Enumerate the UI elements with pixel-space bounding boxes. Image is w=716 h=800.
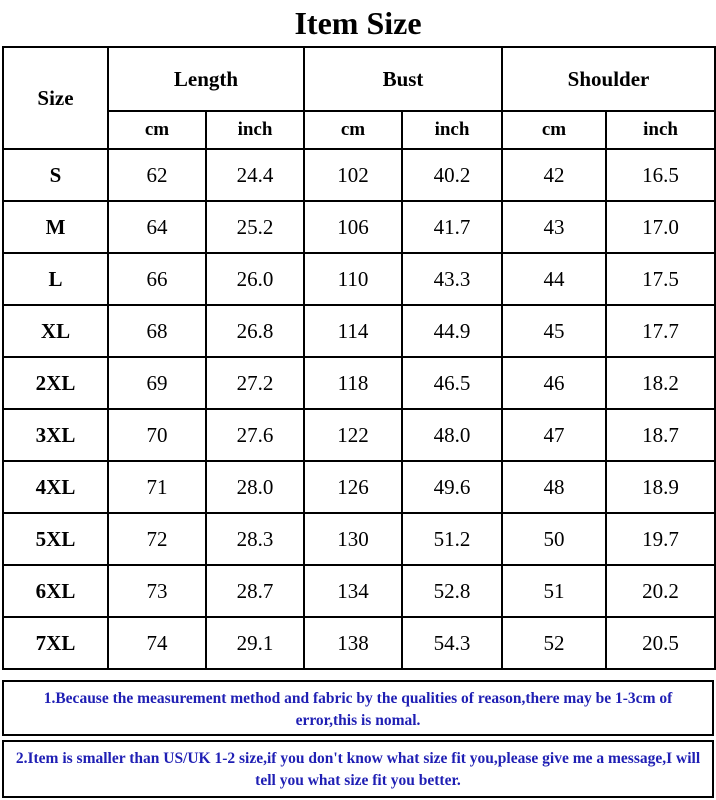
sizing-note: 2.Item is smaller than US/UK 1-2 size,if you don't know what size fit you,please give me a message,I will tell you what size fit you better.	[2, 740, 714, 798]
length-inch-cell: 28.3	[206, 513, 304, 565]
bust-cm-cell: 138	[304, 617, 402, 669]
shoulder-cm-cell: 50	[502, 513, 606, 565]
shoulder-inch-cell: 16.5	[606, 149, 715, 201]
bust-cm-cell: 110	[304, 253, 402, 305]
bust-cm-cell: 134	[304, 565, 402, 617]
table-row	[3, 149, 715, 201]
shoulder-inch-cell: 18.7	[606, 409, 715, 461]
bust-cm-cell: 102	[304, 149, 402, 201]
bust-cm-cell: 130	[304, 513, 402, 565]
table-row	[3, 305, 715, 357]
shoulder-cm-cell: 48	[502, 461, 606, 513]
bust-header: Bust	[304, 47, 502, 111]
bust-cm-cell: 122	[304, 409, 402, 461]
size-cell: S	[3, 149, 108, 201]
shoulder-inch-cell: 20.2	[606, 565, 715, 617]
bust-inch-cell: 43.3	[402, 253, 502, 305]
length-inch-cell: 28.7	[206, 565, 304, 617]
bust-inch-cell: 40.2	[402, 149, 502, 201]
header-unit-row	[3, 111, 715, 149]
shoulder-header: Shoulder	[502, 47, 715, 111]
length-cm-cell: 68	[108, 305, 206, 357]
shoulder-cm-cell: 45	[502, 305, 606, 357]
bust-cm-cell: 114	[304, 305, 402, 357]
bust-inch-cell: 46.5	[402, 357, 502, 409]
bust-inch-cell: 41.7	[402, 201, 502, 253]
table-row	[3, 617, 715, 669]
length-inch-cell: 25.2	[206, 201, 304, 253]
table-row	[3, 409, 715, 461]
size-cell: 4XL	[3, 461, 108, 513]
size-table	[2, 46, 716, 670]
table-row	[3, 253, 715, 305]
length-inch-cell: 29.1	[206, 617, 304, 669]
size-cell: 7XL	[3, 617, 108, 669]
bust-cm-cell: 118	[304, 357, 402, 409]
length-cm-cell: 72	[108, 513, 206, 565]
length-inch-cell: 24.4	[206, 149, 304, 201]
shoulder-cm-cell: 44	[502, 253, 606, 305]
unit-header: cm	[108, 111, 206, 149]
shoulder-cm-cell: 51	[502, 565, 606, 617]
length-cm-cell: 62	[108, 149, 206, 201]
unit-header: inch	[206, 111, 304, 149]
table-row	[3, 461, 715, 513]
length-header: Length	[108, 47, 304, 111]
shoulder-inch-cell: 17.0	[606, 201, 715, 253]
shoulder-inch-cell: 17.7	[606, 305, 715, 357]
bust-inch-cell: 51.2	[402, 513, 502, 565]
table-row	[3, 201, 715, 253]
bust-cm-cell: 126	[304, 461, 402, 513]
bust-inch-cell: 49.6	[402, 461, 502, 513]
page-title: Item Size	[294, 5, 422, 41]
bust-inch-cell: 54.3	[402, 617, 502, 669]
length-cm-cell: 74	[108, 617, 206, 669]
length-cm-cell: 73	[108, 565, 206, 617]
shoulder-inch-cell: 17.5	[606, 253, 715, 305]
shoulder-inch-cell: 20.5	[606, 617, 715, 669]
size-cell: L	[3, 253, 108, 305]
size-cell: M	[3, 201, 108, 253]
header-group-row	[3, 47, 715, 111]
table-row	[3, 565, 715, 617]
shoulder-inch-cell: 19.7	[606, 513, 715, 565]
size-cell: 6XL	[3, 565, 108, 617]
length-inch-cell: 26.8	[206, 305, 304, 357]
size-header: Size	[3, 47, 108, 149]
unit-header: inch	[606, 111, 715, 149]
bust-inch-cell: 44.9	[402, 305, 502, 357]
unit-header: cm	[502, 111, 606, 149]
size-cell: 5XL	[3, 513, 108, 565]
length-cm-cell: 71	[108, 461, 206, 513]
size-cell: XL	[3, 305, 108, 357]
shoulder-cm-cell: 52	[502, 617, 606, 669]
measurement-note: 1.Because the measurement method and fabric by the qualities of reason,there may be 1-3cm of error,this is nomal.	[2, 680, 714, 736]
shoulder-inch-cell: 18.9	[606, 461, 715, 513]
shoulder-cm-cell: 46	[502, 357, 606, 409]
length-inch-cell: 26.0	[206, 253, 304, 305]
length-cm-cell: 69	[108, 357, 206, 409]
bust-inch-cell: 48.0	[402, 409, 502, 461]
table-row	[3, 357, 715, 409]
bust-inch-cell: 52.8	[402, 565, 502, 617]
unit-header: inch	[402, 111, 502, 149]
shoulder-cm-cell: 47	[502, 409, 606, 461]
length-cm-cell: 64	[108, 201, 206, 253]
shoulder-inch-cell: 18.2	[606, 357, 715, 409]
shoulder-cm-cell: 43	[502, 201, 606, 253]
unit-header: cm	[304, 111, 402, 149]
size-cell: 2XL	[3, 357, 108, 409]
shoulder-cm-cell: 42	[502, 149, 606, 201]
length-inch-cell: 28.0	[206, 461, 304, 513]
length-cm-cell: 70	[108, 409, 206, 461]
table-row	[3, 513, 715, 565]
size-cell: 3XL	[3, 409, 108, 461]
bust-cm-cell: 106	[304, 201, 402, 253]
length-inch-cell: 27.2	[206, 357, 304, 409]
length-cm-cell: 66	[108, 253, 206, 305]
length-inch-cell: 27.6	[206, 409, 304, 461]
